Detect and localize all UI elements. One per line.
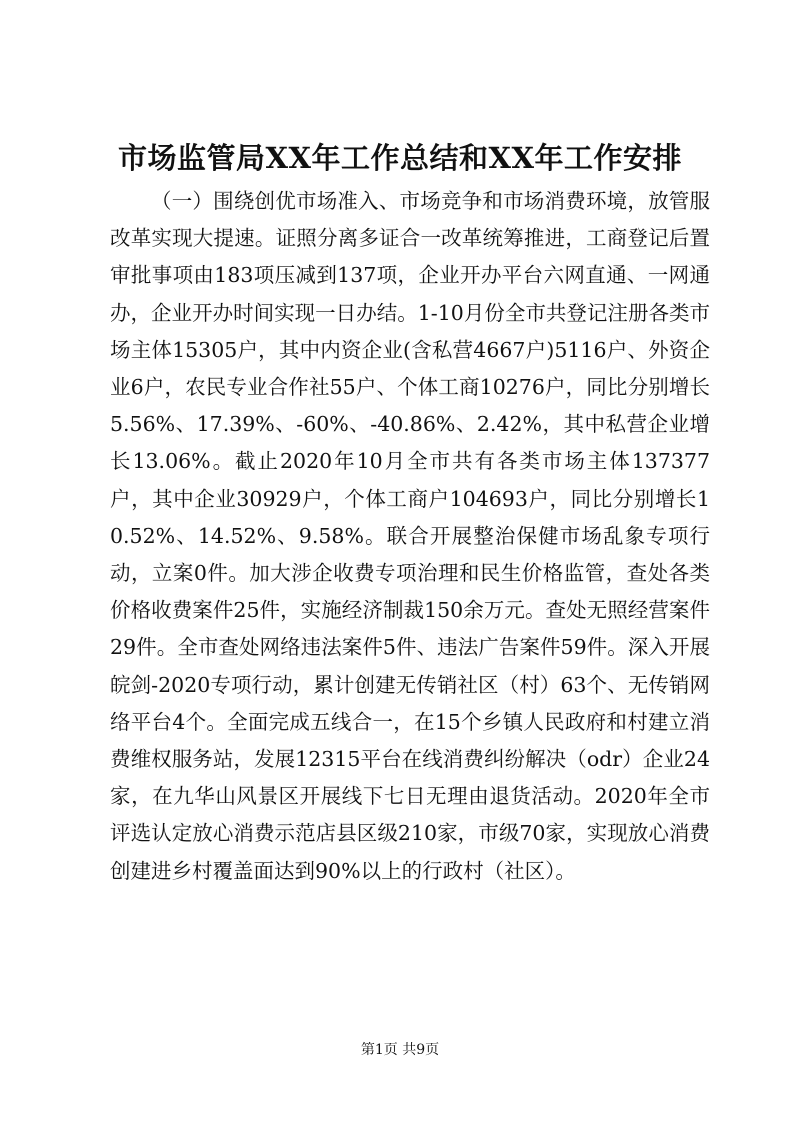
document-title: 市场监管局XX年工作总结和XX年工作安排 [117,141,682,175]
body-paragraph: （一）围绕创优市场准入、市场竞争和市场消费环境，放管服改革实现大提速。证照分离多证合一改革统筹推进，工商登记后置审批事项由183项压减到137项，企业开办平台六网直通、一网通办，企业开办时间实现一日办结。1-10月份全市共登记注册各类市场主体15305户，其中内资企业(含私营4667户)5116户、外资企业6户，农民专业合作社55户、个体工商10276户，同比分别增长5.56%、17.39%、-60%、-40.86%、2.42%，其中私营企业增长13.06%。截止2020年10月全市共有各类市场主体137377户，其中企业30929户，个体工商户104693户，同比分别增长10.52%、14.52%、9.58%。联合开展整治保健市场乱象专项行动，立案0件。加大涉企收费专项治理和民生价格监管，查处各类价格收费案件25件，实施经济制裁150余万元。查处无照经营案件29件。全市查处网络违法案件5件、违法广告案件59件。深入开展皖剑-2020专项行动，累计创建无传销社区（村）63个、无传销网络平台4个。全面完成五线合一，在15个乡镇人民政府和村建立消费维权服务站，发展12315平台在线消费纠纷解决（odr）企业24家，在九华山风景区开展线下七日无理由退货活动。2020年全市评选认定放心消费示范店县区级210家，市级70家，实现放心消费创建进乡村覆盖面达到90%以上的行政村（社区）。 [110,189,710,883]
page-footer: 第1页 共9页 [360,1042,440,1058]
